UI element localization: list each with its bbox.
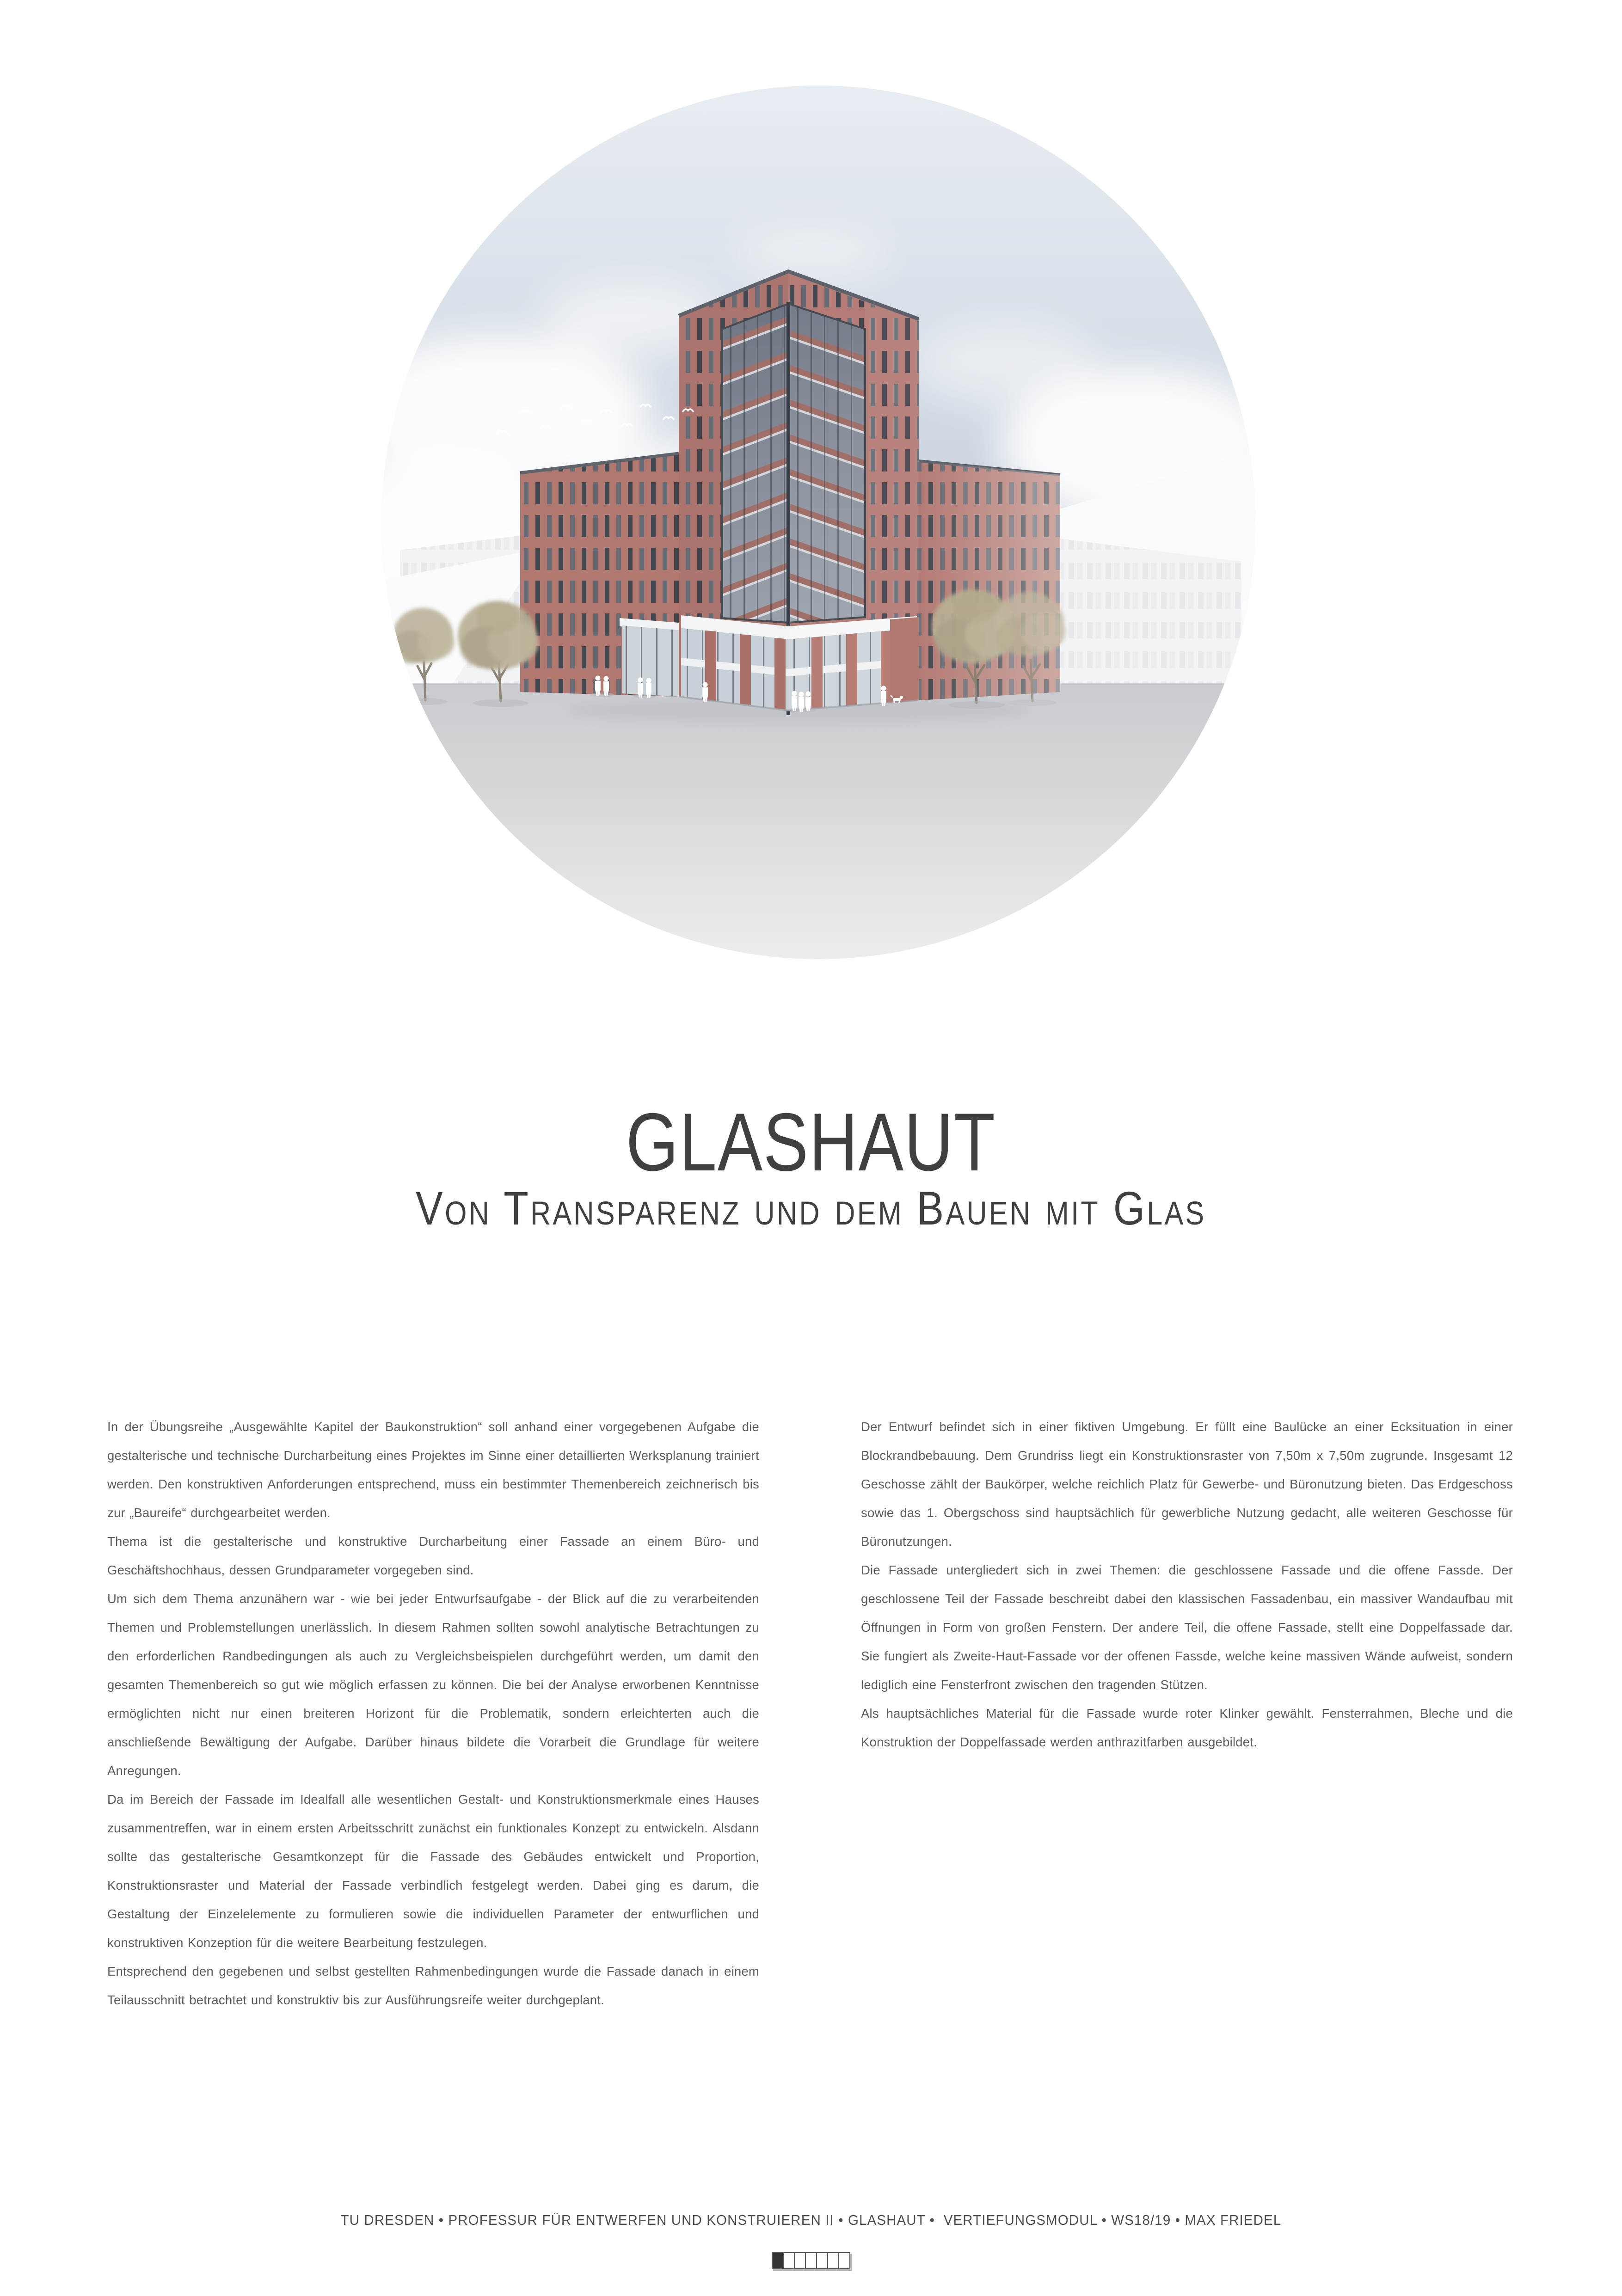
- page-subtitle: Von Transparenz und dem Bauen mit Glas: [416, 1182, 1206, 1235]
- footer-credit-line: TU DRESDEN • PROFESSUR FÜR ENTWERFEN UND KONSTRUIEREN II • GLASHAUT • VERTIEFUNGSMODUL • WS18/19 • MAX FRIEDEL: [340, 2212, 1282, 2228]
- paragraph: In der Übungsreihe „Ausgewählte Kapitel der Baukonstruktion“ soll anhand einer vorgegebenen Aufgabe die gestalterische und technische Durcharbeitung eines Projektes im Sinne einer detaillierten Werksplanung trainiert werden. Den konstruktiven Anforderungen entsprechend, muss ein bestimmter Themenbereich zeichnerisch bis zur „Baureife“ durchgearbeitet werden.: [107, 1420, 759, 1520]
- paragraph: Um sich dem Thema anzunähern war - wie bei jeder Entwurfsaufgabe - der Blick auf die zu verarbeitenden Themen und Problemstellungen unerlässlich. In diesem Rahmen sollten sowohl analytische Betrachtungen zu den erforderlichen Randbedingungen als auch zu Vergleichsbeispielen durchgeführt werden, um damit den gesamten Themenbereich so gut wie möglich erfassen zu können. Die bei der Analyse erworbenen Kenntnisse ermöglichten nicht nur einen breiteren Horizont für die Problematik, sondern erleichterten auch die anschließende Bewältigung der Aufgabe. Darüber hinaus bildete die Vorarbeit die Grundlage für weitere Anregungen.: [107, 1592, 759, 1778]
- paragraph: Als hauptsächliches Material für die Fassade wurde roter Klinker gewählt. Fensterrahmen, Bleche und die Konstruktion der Doppelfassade werden anthrazitfarben ausgebildet.: [861, 1706, 1513, 1749]
- plaza: [381, 683, 1255, 959]
- pager-cell: [838, 2253, 849, 2268]
- pager-cell: [783, 2253, 794, 2268]
- title-row: [0, 1095, 1622, 1189]
- pager-cell: [816, 2253, 827, 2268]
- page-indicator: [772, 2252, 850, 2269]
- body-left-column: [107, 1413, 759, 2014]
- page-title: GLASHAUT: [626, 1096, 996, 1188]
- pager-cell: [805, 2253, 816, 2268]
- footer-row: [0, 2212, 1622, 2229]
- pager-cell: [827, 2253, 838, 2268]
- building-left-wing: [520, 453, 679, 697]
- paragraph: Der Entwurf befindet sich in einer fiktiven Umgebung. Er füllt eine Baulücke an einer Ecksituation in einer Blockrandbebauung. Dem Grundriss liegt ein Konstruktionsraster von 7,50m x 7,50m zugrunde. Insgesamt 12 Geschosse zählt der Baukörper, welche reichlich Platz für Gewerbe- und Büronutzung bieten. Das Erdgeschoss sowie das 1. Obergschoss sind hauptsächlich für gewerbliche Nutzung gedacht, alle weiteren Geschosse für Büronutzungen.: [861, 1420, 1513, 1549]
- pager-cell-active: [773, 2253, 783, 2268]
- body-right-column: [861, 1413, 1513, 2014]
- pager-cell: [794, 2253, 805, 2268]
- paragraph: Entsprechend den gegebenen und selbst gestellten Rahmenbedingungen wurde die Fassade danach in einem Teilausschnitt betrachtet und konstruktiv bis zur Ausführungsreife weiter durchgeplant.: [107, 1964, 759, 2007]
- paragraph: Thema ist die gestalterische und konstruktive Durcharbeitung einer Fassade an einem Büro- und Geschäftshochhaus, dessen Grundparameter vorgegeben sind.: [107, 1534, 759, 1577]
- paragraph: Die Fassade untergliedert sich in zwei Themen: die geschlossene Fassade und die offene Fassde. Der geschlossene Teil der Fassade beschreibt dabei den klassischen Fassadenbau, ein massiver Wandaufbau mit Öffnungen in Form von großen Fenstern. Der andere Teil, die offene Fassade, stellt eine Doppelfassade dar. Sie fungiert als Zweite-Haut-Fassade vor der offenen Fassde, welche keine massiven Wände aufweist, sondern lediglich eine Fensterfront zwischen den tragenden Stützen.: [861, 1563, 1513, 1692]
- subtitle-row: [0, 1182, 1622, 1236]
- hero-render: [381, 86, 1255, 959]
- body-columns: [107, 1413, 1513, 2014]
- paragraph: Da im Bereich der Fassade im Idealfall alle wesentlichen Gestalt- und Konstruktionsmerkmale eines Hauses zusammentreffen, war in einem ersten Arbeitsschritt zunächst ein funktionales Konzept zu entwickeln. Alsdann sollte das gestalterische Gesamtkonzept für die Fassade des Gebäudes entwickelt und Proportion, Konstruktionsraster und Material der Fassade verbindlich festgelegt werden. Dabei ging es darum, die Gestaltung der Einzelelemente zu formulieren sowie die individuellen Parameter der entwurflichen und konstruktiven Konzeption für die weitere Bearbeitung festzulegen.: [107, 1792, 759, 1950]
